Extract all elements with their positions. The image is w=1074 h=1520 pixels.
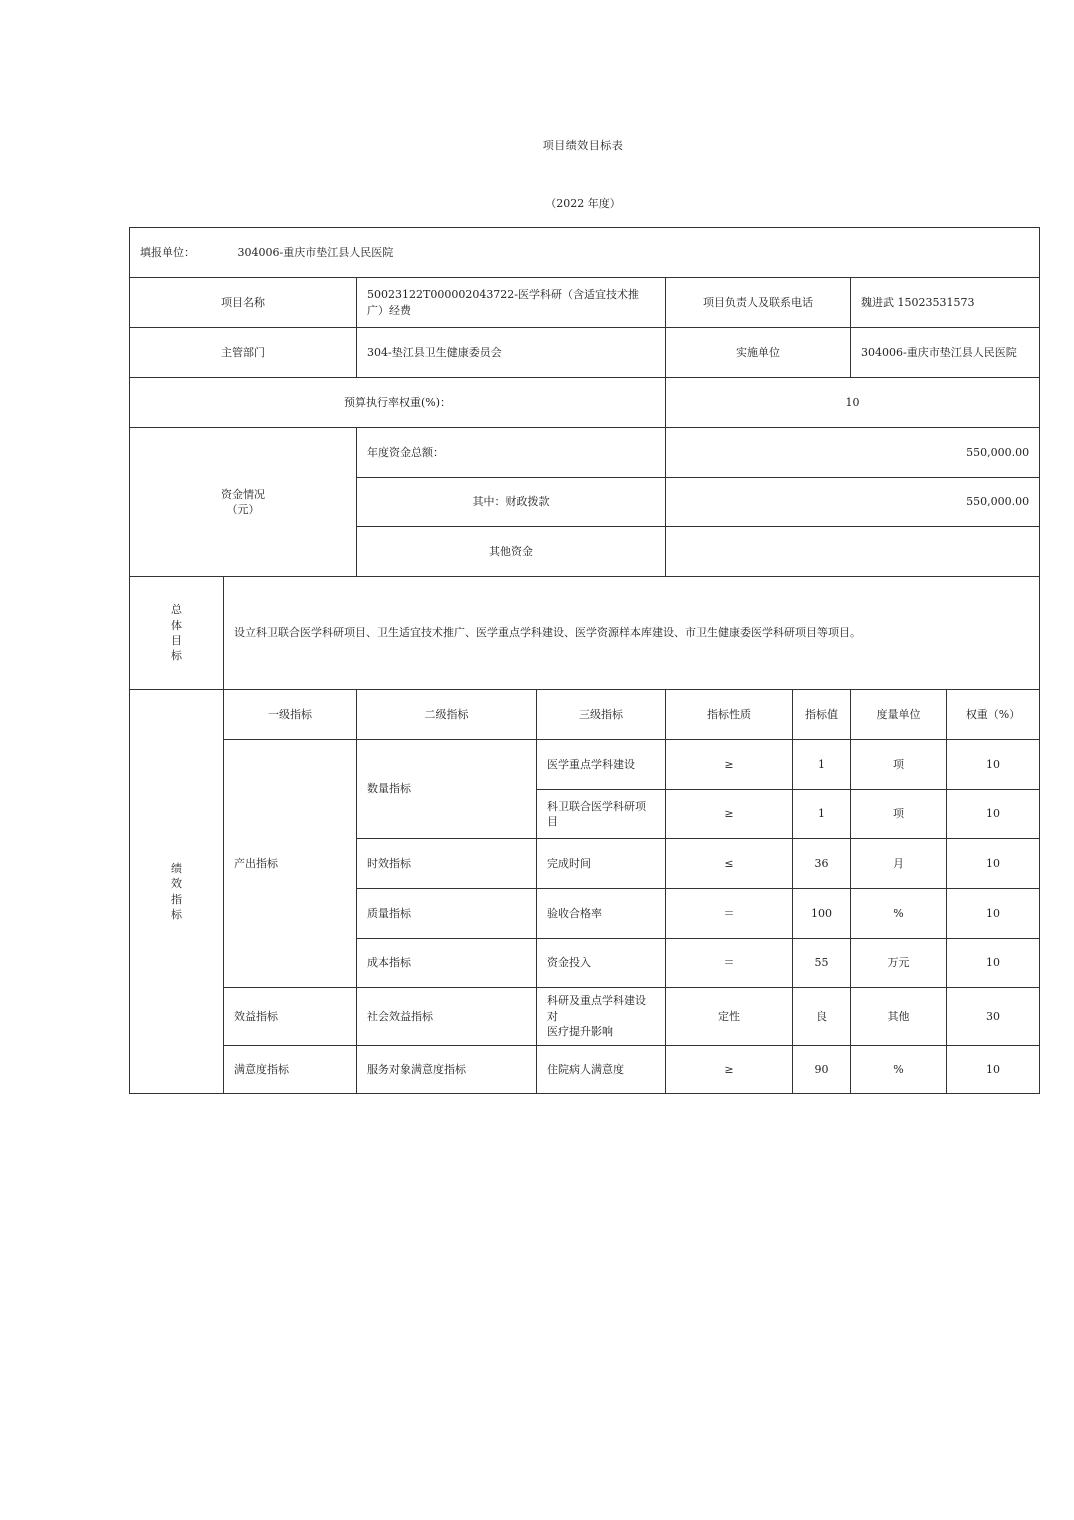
overall-goal-label [130,577,224,690]
implementing-unit-label: 实施单位 [666,328,851,378]
level3-line: 医疗提升影响 [547,1025,613,1039]
table-row [130,1046,1040,1094]
header-nature: 指标性质 [666,690,793,740]
value-cell: 1 [793,740,851,790]
header-weight: 权重（%） [947,690,1040,740]
value-cell: 良 [793,988,851,1046]
performance-char: 指 [171,892,182,906]
overall-goal-text: 设立科卫联合医学科研项目、卫生适宜技术推广、医学重点学科建设、医学资源样本库建设、市卫生健康委医学科研项目等项目。 [224,577,1040,690]
header-level2: 二级指标 [357,690,537,740]
performance-char: 绩 [171,861,182,875]
value-cell: 1 [793,790,851,839]
overall-goal-char: 体 [171,618,182,632]
service-satisfaction-indicator: 服务对象满意度指标 [357,1046,537,1094]
level3-cell: 科卫联合医学科研项目 [537,790,666,839]
funds-unit: （元） [226,503,260,516]
budget-weight-row [130,378,1040,428]
unit-cell: % [851,889,947,939]
funds-label: 资金情况 [221,487,265,501]
fill-unit-row [130,228,1040,278]
nature-cell: ≥ [666,790,793,839]
table-row [130,988,1040,1046]
document-year: （2022 年度） [545,197,621,210]
level3-cell: 验收合格率 [537,889,666,939]
time-indicator: 时效指标 [357,839,537,889]
level3-cell: 医学重点学科建设 [537,740,666,790]
nature-cell: 定性 [666,988,793,1046]
nature-cell: ＝ [666,889,793,939]
level3-cell [537,988,666,1046]
funds-other-label: 其他资金 [357,527,666,577]
department-value: 304-垫江县卫生健康委员会 [357,328,666,378]
funds-total-label: 年度资金总额： [357,428,666,478]
funds-fiscal-value: 550,000.00 [666,478,1040,527]
project-owner-label: 项目负责人及联系电话 [666,278,851,328]
weight-cell: 10 [947,939,1040,988]
output-indicator-group: 产出指标 [224,740,357,988]
table-row [130,740,1040,790]
fill-unit-value: 304006-重庆市垫江县人民医院 [237,245,394,259]
overall-goal-char: 总 [171,603,182,617]
level3-cell: 住院病人满意度 [537,1046,666,1094]
benefit-indicator-group: 效益指标 [224,988,357,1046]
project-name-label: 项目名称 [130,278,357,328]
performance-char: 标 [171,907,182,921]
department-row [130,328,1040,378]
funds-other-value [666,527,1040,577]
social-benefit-indicator: 社会效益指标 [357,988,537,1046]
weight-cell: 10 [947,839,1040,889]
performance-indicator-label [130,690,224,1094]
project-name-row [130,278,1040,328]
overall-goal-char: 标 [171,649,182,663]
satisfaction-indicator-group: 满意度指标 [224,1046,357,1094]
value-cell: 36 [793,839,851,889]
implementing-unit-value: 304006-重庆市垫江县人民医院 [851,328,1040,378]
indicator-header-row [130,690,1040,740]
value-cell: 100 [793,889,851,939]
weight-cell: 10 [947,790,1040,839]
performance-char: 效 [171,877,182,891]
level3-line: 科研及重点学科建设对 [547,994,646,1023]
fill-unit-cell [130,228,1040,278]
unit-cell: 项 [851,740,947,790]
header-value: 指标值 [793,690,851,740]
unit-cell: 月 [851,839,947,889]
nature-cell: ≥ [666,1046,793,1094]
quality-indicator: 质量指标 [357,889,537,939]
level3-cell: 资金投入 [537,939,666,988]
performance-target-table [129,227,1040,1094]
budget-weight-value: 10 [666,378,1040,428]
weight-cell: 10 [947,1046,1040,1094]
value-cell: 90 [793,1046,851,1094]
project-owner-value: 魏进武 15023531573 [851,278,1040,328]
funds-total-value: 550,000.00 [666,428,1040,478]
header-level3: 三级指标 [537,690,666,740]
level3-cell: 完成时间 [537,839,666,889]
weight-cell: 30 [947,988,1040,1046]
cost-indicator: 成本指标 [357,939,537,988]
document-title: 项目绩效目标表 [542,139,624,152]
overall-goal-char: 目 [171,634,182,647]
budget-weight-label: 预算执行率权重(%)： [130,378,666,428]
nature-cell: ≥ [666,740,793,790]
nature-cell: ＝ [666,939,793,988]
unit-cell: 项 [851,790,947,839]
unit-cell: 万元 [851,939,947,988]
unit-cell: 其他 [851,988,947,1046]
weight-cell: 10 [947,740,1040,790]
quantity-indicator: 数量指标 [357,740,537,839]
value-cell: 55 [793,939,851,988]
funds-fiscal-label: 其中：财政拨款 [357,478,666,527]
fill-unit-label: 填报单位： [140,245,195,259]
unit-cell: % [851,1046,947,1094]
project-name-value: 50023122T000002043722-医学科研（含适宜技术推广）经费 [357,278,666,328]
header-unit: 度量单位 [851,690,947,740]
funds-total-row [130,428,1040,478]
header-level1: 一级指标 [224,690,357,740]
weight-cell: 10 [947,889,1040,939]
funds-label-cell [130,428,357,577]
department-label: 主管部门 [130,328,357,378]
nature-cell: ≤ [666,839,793,889]
overall-goal-row [130,577,1040,690]
